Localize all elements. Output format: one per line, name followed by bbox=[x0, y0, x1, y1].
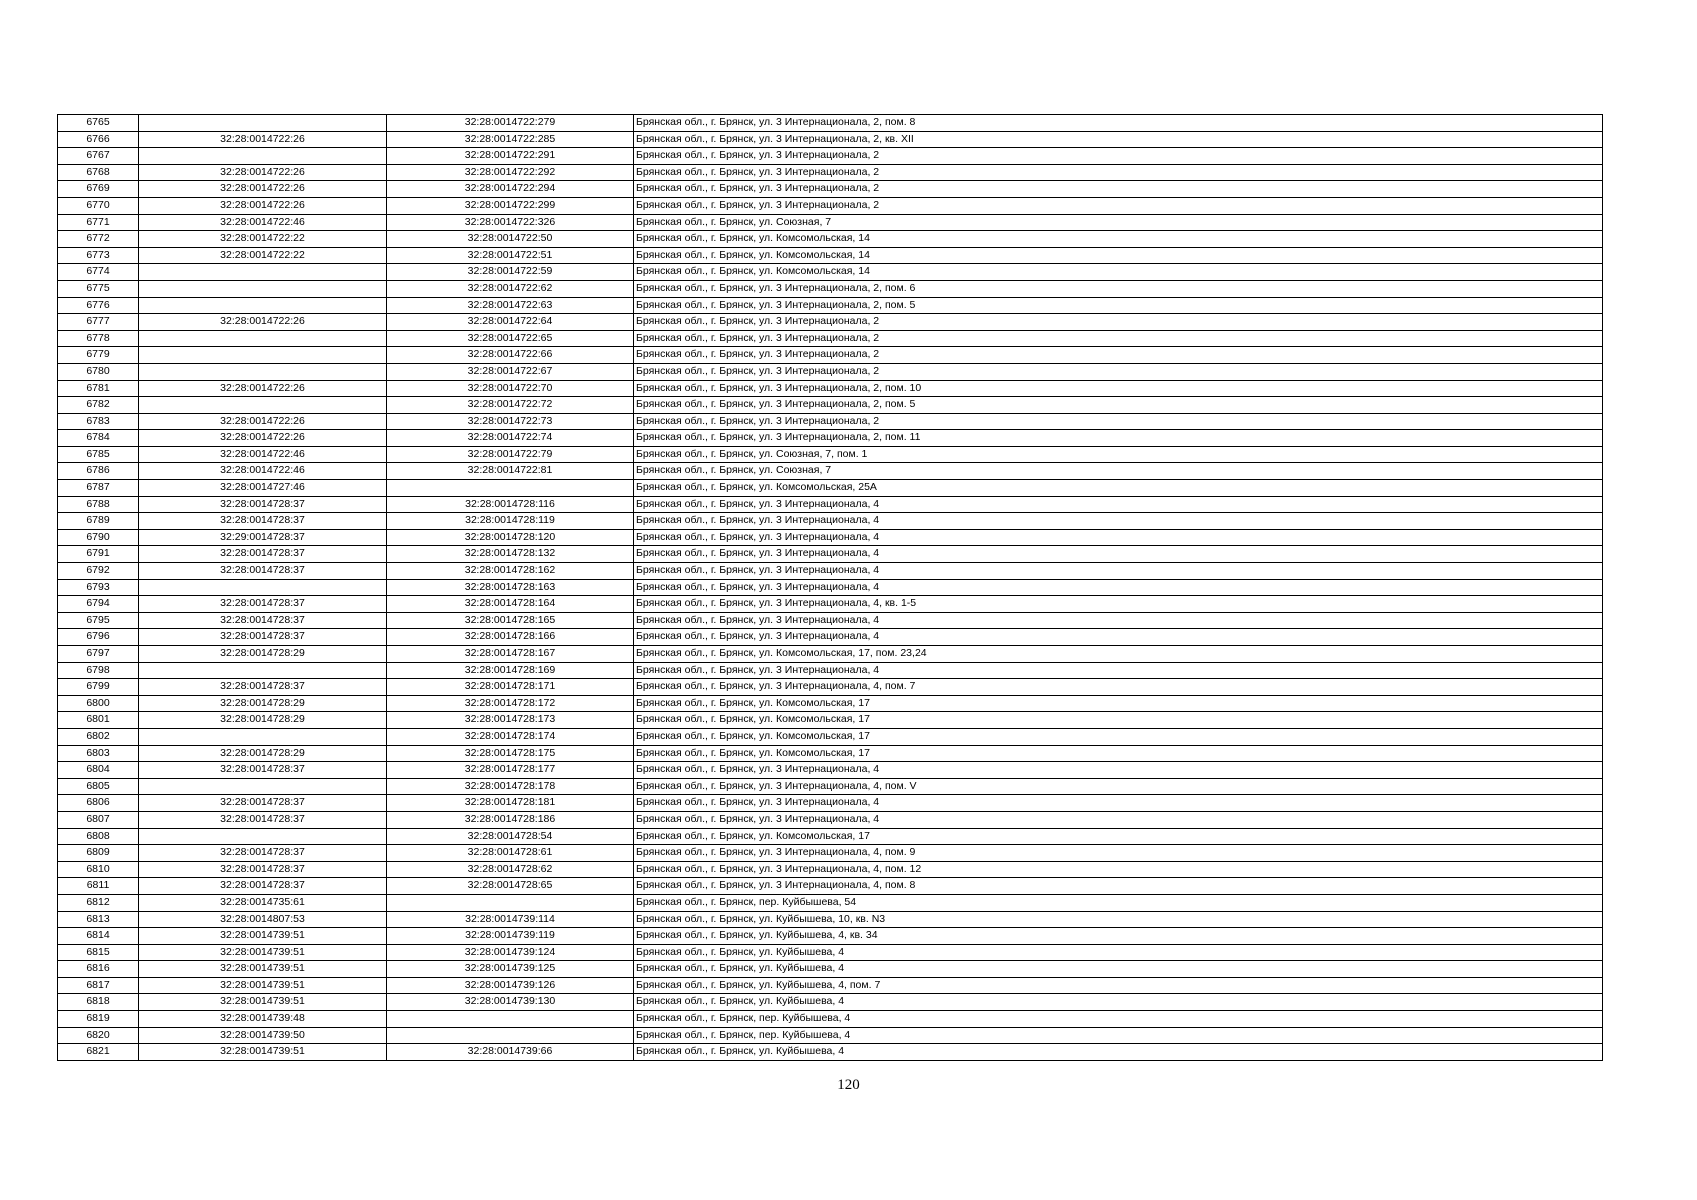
row-number-cell: 6780 bbox=[58, 363, 139, 380]
parcel-number-cell bbox=[139, 363, 387, 380]
address-cell: Брянская обл., г. Брянск, ул. 3 Интернационала, 4, пом. 8 bbox=[634, 878, 1603, 895]
cadastral-number-cell: 32:28:0014722:294 bbox=[387, 181, 634, 198]
address-cell: Брянская обл., г. Брянск, ул. Комсомольская, 17 bbox=[634, 828, 1603, 845]
cadastral-number-cell: 32:28:0014722:299 bbox=[387, 197, 634, 214]
address-cell: Брянская обл., г. Брянск, ул. 3 Интернационала, 2, кв. XII bbox=[634, 131, 1603, 148]
table-row bbox=[58, 1011, 1603, 1028]
cadastral-number-cell: 32:28:0014722:74 bbox=[387, 430, 634, 447]
cadastral-number-cell: 32:28:0014722:279 bbox=[387, 115, 634, 132]
row-number-cell: 6772 bbox=[58, 231, 139, 248]
cadastral-number-cell: 32:28:0014722:73 bbox=[387, 413, 634, 430]
address-cell: Брянская обл., г. Брянск, ул. 3 Интернационала, 2 bbox=[634, 347, 1603, 364]
table-row bbox=[58, 297, 1603, 314]
address-cell: Брянская обл., г. Брянск, ул. Союзная, 7 bbox=[634, 463, 1603, 480]
parcel-number-cell: 32:28:0014722:46 bbox=[139, 446, 387, 463]
cadastral-number-cell: 32:28:0014739:130 bbox=[387, 994, 634, 1011]
table-row bbox=[58, 231, 1603, 248]
cadastral-number-cell: 32:28:0014722:72 bbox=[387, 397, 634, 414]
row-number-cell: 6789 bbox=[58, 513, 139, 530]
parcel-number-cell: 32:28:0014722:46 bbox=[139, 463, 387, 480]
table-row bbox=[58, 513, 1603, 530]
table-row bbox=[58, 148, 1603, 165]
row-number-cell: 6807 bbox=[58, 811, 139, 828]
address-cell: Брянская обл., г. Брянск, ул. 3 Интернационала, 4 bbox=[634, 563, 1603, 580]
parcel-number-cell: 32:28:0014722:26 bbox=[139, 164, 387, 181]
address-cell: Брянская обл., г. Брянск, ул. 3 Интернационала, 2 bbox=[634, 413, 1603, 430]
row-number-cell: 6792 bbox=[58, 563, 139, 580]
parcel-number-cell bbox=[139, 397, 387, 414]
parcel-number-cell bbox=[139, 280, 387, 297]
table-row bbox=[58, 115, 1603, 132]
row-number-cell: 6768 bbox=[58, 164, 139, 181]
row-number-cell: 6771 bbox=[58, 214, 139, 231]
row-number-cell: 6819 bbox=[58, 1011, 139, 1028]
table-row bbox=[58, 994, 1603, 1011]
address-cell: Брянская обл., г. Брянск, ул. 3 Интернационала, 2, пом. 5 bbox=[634, 397, 1603, 414]
address-cell: Брянская обл., г. Брянск, ул. Комсомольская, 17 bbox=[634, 728, 1603, 745]
table-row bbox=[58, 679, 1603, 696]
parcel-number-cell: 32:28:0014728:37 bbox=[139, 845, 387, 862]
cadastral-number-cell: 32:28:0014728:181 bbox=[387, 795, 634, 812]
table-row bbox=[58, 928, 1603, 945]
table-row bbox=[58, 131, 1603, 148]
table-row bbox=[58, 314, 1603, 331]
row-number-cell: 6767 bbox=[58, 148, 139, 165]
table-row bbox=[58, 347, 1603, 364]
address-cell: Брянская обл., г. Брянск, ул. Комсомольская, 25А bbox=[634, 480, 1603, 497]
cadastral-number-cell: 32:28:0014739:114 bbox=[387, 911, 634, 928]
parcel-number-cell bbox=[139, 297, 387, 314]
row-number-cell: 6790 bbox=[58, 529, 139, 546]
parcel-number-cell: 32:28:0014739:51 bbox=[139, 994, 387, 1011]
address-cell: Брянская обл., г. Брянск, ул. Комсомольская, 14 bbox=[634, 247, 1603, 264]
row-number-cell: 6803 bbox=[58, 745, 139, 762]
table-row bbox=[58, 380, 1603, 397]
address-cell: Брянская обл., г. Брянск, ул. 3 Интернационала, 4 bbox=[634, 762, 1603, 779]
address-cell: Брянская обл., г. Брянск, ул. 3 Интернационала, 4 bbox=[634, 629, 1603, 646]
address-cell: Брянская обл., г. Брянск, ул. 3 Интернационала, 2, пом. 8 bbox=[634, 115, 1603, 132]
address-cell: Брянская обл., г. Брянск, ул. 3 Интернационала, 4 bbox=[634, 513, 1603, 530]
row-number-cell: 6783 bbox=[58, 413, 139, 430]
address-cell: Брянская обл., г. Брянск, ул. Куйбышева, 4 bbox=[634, 961, 1603, 978]
table-row bbox=[58, 728, 1603, 745]
parcel-number-cell: 32:28:0014739:51 bbox=[139, 944, 387, 961]
parcel-number-cell: 32:28:0014739:51 bbox=[139, 928, 387, 945]
row-number-cell: 6817 bbox=[58, 977, 139, 994]
row-number-cell: 6797 bbox=[58, 646, 139, 663]
cadastral-number-cell: 32:28:0014728:169 bbox=[387, 662, 634, 679]
cadastral-number-cell: 32:28:0014722:66 bbox=[387, 347, 634, 364]
table-row bbox=[58, 646, 1603, 663]
address-cell: Брянская обл., г. Брянск, ул. 3 Интернационала, 4 bbox=[634, 579, 1603, 596]
address-cell: Брянская обл., г. Брянск, ул. 3 Интернационала, 4 bbox=[634, 662, 1603, 679]
parcel-number-cell: 32:28:0014722:26 bbox=[139, 314, 387, 331]
table-row bbox=[58, 480, 1603, 497]
address-cell: Брянская обл., г. Брянск, ул. 3 Интернационала, 4, пом. 7 bbox=[634, 679, 1603, 696]
cadastral-number-cell: 32:28:0014739:119 bbox=[387, 928, 634, 945]
cadastral-number-cell: 32:28:0014728:178 bbox=[387, 778, 634, 795]
row-number-cell: 6787 bbox=[58, 480, 139, 497]
registry-table bbox=[57, 114, 1603, 1061]
table-row bbox=[58, 612, 1603, 629]
address-cell: Брянская обл., г. Брянск, ул. Комсомольская, 17 bbox=[634, 712, 1603, 729]
table-row bbox=[58, 247, 1603, 264]
parcel-number-cell: 32:28:0014728:29 bbox=[139, 712, 387, 729]
cadastral-number-cell: 32:28:0014722:50 bbox=[387, 231, 634, 248]
table-row bbox=[58, 496, 1603, 513]
table-row bbox=[58, 629, 1603, 646]
cadastral-number-cell: 32:28:0014728:54 bbox=[387, 828, 634, 845]
parcel-number-cell: 32:28:0014722:22 bbox=[139, 231, 387, 248]
address-cell: Брянская обл., г. Брянск, пер. Куйбышева, 4 bbox=[634, 1011, 1603, 1028]
address-cell: Брянская обл., г. Брянск, ул. 3 Интернационала, 4 bbox=[634, 795, 1603, 812]
cadastral-number-cell: 32:28:0014728:162 bbox=[387, 563, 634, 580]
row-number-cell: 6811 bbox=[58, 878, 139, 895]
parcel-number-cell: 32:28:0014728:29 bbox=[139, 695, 387, 712]
table-row bbox=[58, 811, 1603, 828]
cadastral-number-cell: 32:28:0014722:65 bbox=[387, 330, 634, 347]
cadastral-number-cell: 32:28:0014739:66 bbox=[387, 1044, 634, 1061]
row-number-cell: 6788 bbox=[58, 496, 139, 513]
address-cell: Брянская обл., г. Брянск, ул. 3 Интернационала, 2 bbox=[634, 363, 1603, 380]
cadastral-number-cell: 32:28:0014728:119 bbox=[387, 513, 634, 530]
row-number-cell: 6805 bbox=[58, 778, 139, 795]
parcel-number-cell: 32:28:0014727:46 bbox=[139, 480, 387, 497]
row-number-cell: 6800 bbox=[58, 695, 139, 712]
parcel-number-cell bbox=[139, 778, 387, 795]
table-row bbox=[58, 695, 1603, 712]
cadastral-number-cell: 32:28:0014739:124 bbox=[387, 944, 634, 961]
address-cell: Брянская обл., г. Брянск, ул. 3 Интернационала, 2 bbox=[634, 197, 1603, 214]
table-row bbox=[58, 413, 1603, 430]
table-row bbox=[58, 845, 1603, 862]
cadastral-number-cell: 32:28:0014728:175 bbox=[387, 745, 634, 762]
cadastral-number-cell: 32:28:0014722:81 bbox=[387, 463, 634, 480]
address-cell: Брянская обл., г. Брянск, ул. Куйбышева, 4, кв. 34 bbox=[634, 928, 1603, 945]
address-cell: Брянская обл., г. Брянск, ул. 3 Интернационала, 2, пом. 10 bbox=[634, 380, 1603, 397]
row-number-cell: 6793 bbox=[58, 579, 139, 596]
parcel-number-cell bbox=[139, 728, 387, 745]
address-cell: Брянская обл., г. Брянск, ул. 3 Интернационала, 2, пом. 5 bbox=[634, 297, 1603, 314]
table-row bbox=[58, 878, 1603, 895]
row-number-cell: 6806 bbox=[58, 795, 139, 812]
cadastral-number-cell: 32:28:0014728:62 bbox=[387, 861, 634, 878]
address-cell: Брянская обл., г. Брянск, ул. 3 Интернационала, 2 bbox=[634, 314, 1603, 331]
address-cell: Брянская обл., г. Брянск, ул. Куйбышева, 4 bbox=[634, 944, 1603, 961]
parcel-number-cell: 32:28:0014728:37 bbox=[139, 546, 387, 563]
address-cell: Брянская обл., г. Брянск, ул. 3 Интернационала, 2 bbox=[634, 330, 1603, 347]
cadastral-number-cell bbox=[387, 1027, 634, 1044]
row-number-cell: 6815 bbox=[58, 944, 139, 961]
table-row bbox=[58, 828, 1603, 845]
table-row bbox=[58, 563, 1603, 580]
parcel-number-cell bbox=[139, 828, 387, 845]
row-number-cell: 6810 bbox=[58, 861, 139, 878]
table-row bbox=[58, 214, 1603, 231]
row-number-cell: 6765 bbox=[58, 115, 139, 132]
table-row bbox=[58, 596, 1603, 613]
table-row bbox=[58, 861, 1603, 878]
address-cell: Брянская обл., г. Брянск, ул. 3 Интернационала, 4, пом. 12 bbox=[634, 861, 1603, 878]
table-row bbox=[58, 197, 1603, 214]
row-number-cell: 6814 bbox=[58, 928, 139, 945]
row-number-cell: 6794 bbox=[58, 596, 139, 613]
parcel-number-cell: 32:28:0014722:26 bbox=[139, 131, 387, 148]
parcel-number-cell bbox=[139, 347, 387, 364]
address-cell: Брянская обл., г. Брянск, пер. Куйбышева, 54 bbox=[634, 894, 1603, 911]
row-number-cell: 6784 bbox=[58, 430, 139, 447]
table-row bbox=[58, 977, 1603, 994]
row-number-cell: 6775 bbox=[58, 280, 139, 297]
cadastral-number-cell: 32:28:0014728:172 bbox=[387, 695, 634, 712]
table-row bbox=[58, 164, 1603, 181]
table-row bbox=[58, 280, 1603, 297]
parcel-number-cell: 32:28:0014722:26 bbox=[139, 181, 387, 198]
row-number-cell: 6776 bbox=[58, 297, 139, 314]
table-row bbox=[58, 1044, 1603, 1061]
cadastral-number-cell: 32:28:0014728:165 bbox=[387, 612, 634, 629]
row-number-cell: 6778 bbox=[58, 330, 139, 347]
cadastral-number-cell: 32:28:0014722:62 bbox=[387, 280, 634, 297]
cadastral-number-cell: 32:28:0014728:132 bbox=[387, 546, 634, 563]
cadastral-number-cell: 32:28:0014728:174 bbox=[387, 728, 634, 745]
cadastral-number-cell: 32:28:0014728:167 bbox=[387, 646, 634, 663]
table-row bbox=[58, 430, 1603, 447]
cadastral-number-cell: 32:28:0014728:166 bbox=[387, 629, 634, 646]
parcel-number-cell: 32:28:0014728:37 bbox=[139, 811, 387, 828]
cadastral-number-cell: 32:28:0014722:51 bbox=[387, 247, 634, 264]
parcel-number-cell: 32:28:0014739:50 bbox=[139, 1027, 387, 1044]
cadastral-number-cell: 32:28:0014728:164 bbox=[387, 596, 634, 613]
row-number-cell: 6782 bbox=[58, 397, 139, 414]
parcel-number-cell: 32:28:0014728:37 bbox=[139, 762, 387, 779]
row-number-cell: 6821 bbox=[58, 1044, 139, 1061]
row-number-cell: 6801 bbox=[58, 712, 139, 729]
parcel-number-cell: 32:28:0014728:37 bbox=[139, 629, 387, 646]
row-number-cell: 6818 bbox=[58, 994, 139, 1011]
address-cell: Брянская обл., г. Брянск, ул. 3 Интернационала, 4 bbox=[634, 496, 1603, 513]
address-cell: Брянская обл., г. Брянск, ул. Союзная, 7, пом. 1 bbox=[634, 446, 1603, 463]
table-row bbox=[58, 662, 1603, 679]
row-number-cell: 6769 bbox=[58, 181, 139, 198]
parcel-number-cell: 32:28:0014807:53 bbox=[139, 911, 387, 928]
table-row bbox=[58, 762, 1603, 779]
cadastral-number-cell: 32:28:0014728:177 bbox=[387, 762, 634, 779]
cadastral-number-cell bbox=[387, 1011, 634, 1028]
page-number: 120 bbox=[837, 1077, 860, 1093]
cadastral-number-cell: 32:28:0014722:285 bbox=[387, 131, 634, 148]
address-cell: Брянская обл., г. Брянск, ул. 3 Интернационала, 2 bbox=[634, 164, 1603, 181]
row-number-cell: 6770 bbox=[58, 197, 139, 214]
registry-table-body bbox=[58, 115, 1603, 1061]
parcel-number-cell bbox=[139, 148, 387, 165]
parcel-number-cell: 32:28:0014722:26 bbox=[139, 430, 387, 447]
row-number-cell: 6779 bbox=[58, 347, 139, 364]
row-number-cell: 6791 bbox=[58, 546, 139, 563]
table-row bbox=[58, 546, 1603, 563]
address-cell: Брянская обл., г. Брянск, ул. 3 Интернационала, 2, пом. 11 bbox=[634, 430, 1603, 447]
address-cell: Брянская обл., г. Брянск, ул. Куйбышева, 4 bbox=[634, 1044, 1603, 1061]
table-row bbox=[58, 911, 1603, 928]
address-cell: Брянская обл., г. Брянск, ул. 3 Интернационала, 4 bbox=[634, 811, 1603, 828]
parcel-number-cell: 32:28:0014728:29 bbox=[139, 646, 387, 663]
parcel-number-cell: 32:28:0014728:37 bbox=[139, 496, 387, 513]
cadastral-number-cell: 32:28:0014722:292 bbox=[387, 164, 634, 181]
row-number-cell: 6796 bbox=[58, 629, 139, 646]
table-row bbox=[58, 363, 1603, 380]
cadastral-number-cell: 32:28:0014722:63 bbox=[387, 297, 634, 314]
address-cell: Брянская обл., г. Брянск, ул. 3 Интернационала, 4 bbox=[634, 546, 1603, 563]
table-row bbox=[58, 745, 1603, 762]
table-row bbox=[58, 446, 1603, 463]
cadastral-number-cell: 32:28:0014728:186 bbox=[387, 811, 634, 828]
parcel-number-cell: 32:28:0014722:26 bbox=[139, 197, 387, 214]
parcel-number-cell: 32:28:0014722:46 bbox=[139, 214, 387, 231]
parcel-number-cell: 32:28:0014722:22 bbox=[139, 247, 387, 264]
table-row bbox=[58, 795, 1603, 812]
cadastral-number-cell: 32:28:0014722:326 bbox=[387, 214, 634, 231]
row-number-cell: 6808 bbox=[58, 828, 139, 845]
address-cell: Брянская обл., г. Брянск, ул. 3 Интернационала, 2 bbox=[634, 148, 1603, 165]
table-row bbox=[58, 712, 1603, 729]
row-number-cell: 6795 bbox=[58, 612, 139, 629]
parcel-number-cell: 32:28:0014728:37 bbox=[139, 596, 387, 613]
cadastral-number-cell: 32:28:0014722:291 bbox=[387, 148, 634, 165]
address-cell: Брянская обл., г. Брянск, ул. Куйбышева, 10, кв. N3 bbox=[634, 911, 1603, 928]
row-number-cell: 6774 bbox=[58, 264, 139, 281]
address-cell: Брянская обл., г. Брянск, ул. Комсомольская, 17, пом. 23,24 bbox=[634, 646, 1603, 663]
cadastral-number-cell: 32:28:0014722:79 bbox=[387, 446, 634, 463]
cadastral-number-cell: 32:28:0014728:61 bbox=[387, 845, 634, 862]
row-number-cell: 6802 bbox=[58, 728, 139, 745]
row-number-cell: 6773 bbox=[58, 247, 139, 264]
address-cell: Брянская обл., г. Брянск, ул. Комсомольская, 14 bbox=[634, 264, 1603, 281]
cadastral-number-cell: 32:28:0014728:120 bbox=[387, 529, 634, 546]
address-cell: Брянская обл., г. Брянск, ул. 3 Интернационала, 4 bbox=[634, 529, 1603, 546]
row-number-cell: 6798 bbox=[58, 662, 139, 679]
address-cell: Брянская обл., г. Брянск, ул. Куйбышева, 4, пом. 7 bbox=[634, 977, 1603, 994]
cadastral-number-cell: 32:28:0014728:173 bbox=[387, 712, 634, 729]
address-cell: Брянская обл., г. Брянск, пер. Куйбышева, 4 bbox=[634, 1027, 1603, 1044]
cadastral-number-cell: 32:28:0014728:171 bbox=[387, 679, 634, 696]
cadastral-number-cell: 32:28:0014722:70 bbox=[387, 380, 634, 397]
parcel-number-cell: 32:28:0014728:37 bbox=[139, 513, 387, 530]
cadastral-number-cell bbox=[387, 480, 634, 497]
parcel-number-cell: 32:28:0014728:37 bbox=[139, 563, 387, 580]
address-cell: Брянская обл., г. Брянск, ул. 3 Интернационала, 2 bbox=[634, 181, 1603, 198]
parcel-number-cell: 32:28:0014739:48 bbox=[139, 1011, 387, 1028]
row-number-cell: 6766 bbox=[58, 131, 139, 148]
parcel-number-cell: 32:28:0014728:37 bbox=[139, 795, 387, 812]
row-number-cell: 6813 bbox=[58, 911, 139, 928]
parcel-number-cell bbox=[139, 264, 387, 281]
parcel-number-cell: 32:28:0014739:51 bbox=[139, 1044, 387, 1061]
parcel-number-cell: 32:28:0014728:37 bbox=[139, 861, 387, 878]
address-cell: Брянская обл., г. Брянск, ул. 3 Интернационала, 2, пом. 6 bbox=[634, 280, 1603, 297]
row-number-cell: 6786 bbox=[58, 463, 139, 480]
address-cell: Брянская обл., г. Брянск, ул. 3 Интернационала, 4, пом. V bbox=[634, 778, 1603, 795]
parcel-number-cell: 32:28:0014728:29 bbox=[139, 745, 387, 762]
table-row bbox=[58, 463, 1603, 480]
row-number-cell: 6785 bbox=[58, 446, 139, 463]
table-row bbox=[58, 944, 1603, 961]
cadastral-number-cell: 32:28:0014739:125 bbox=[387, 961, 634, 978]
address-cell: Брянская обл., г. Брянск, ул. Комсомольская, 14 bbox=[634, 231, 1603, 248]
parcel-number-cell: 32:28:0014722:26 bbox=[139, 380, 387, 397]
parcel-number-cell bbox=[139, 330, 387, 347]
table-row bbox=[58, 579, 1603, 596]
address-cell: Брянская обл., г. Брянск, ул. Комсомольская, 17 bbox=[634, 695, 1603, 712]
table-row bbox=[58, 529, 1603, 546]
row-number-cell: 6809 bbox=[58, 845, 139, 862]
table-row bbox=[58, 181, 1603, 198]
parcel-number-cell: 32:28:0014739:51 bbox=[139, 977, 387, 994]
cadastral-number-cell: 32:28:0014722:67 bbox=[387, 363, 634, 380]
cadastral-number-cell: 32:28:0014739:126 bbox=[387, 977, 634, 994]
parcel-number-cell: 32:28:0014722:26 bbox=[139, 413, 387, 430]
address-cell: Брянская обл., г. Брянск, ул. Комсомольская, 17 bbox=[634, 745, 1603, 762]
table-row bbox=[58, 264, 1603, 281]
row-number-cell: 6804 bbox=[58, 762, 139, 779]
table-row bbox=[58, 330, 1603, 347]
cadastral-number-cell: 32:28:0014728:163 bbox=[387, 579, 634, 596]
table-row bbox=[58, 894, 1603, 911]
cadastral-number-cell: 32:28:0014722:59 bbox=[387, 264, 634, 281]
cadastral-number-cell: 32:28:0014728:116 bbox=[387, 496, 634, 513]
address-cell: Брянская обл., г. Брянск, ул. 3 Интернационала, 4 bbox=[634, 612, 1603, 629]
address-cell: Брянская обл., г. Брянск, ул. Куйбышева, 4 bbox=[634, 994, 1603, 1011]
row-number-cell: 6781 bbox=[58, 380, 139, 397]
parcel-number-cell bbox=[139, 579, 387, 596]
address-cell: Брянская обл., г. Брянск, ул. 3 Интернационала, 4, пом. 9 bbox=[634, 845, 1603, 862]
cadastral-number-cell: 32:28:0014728:65 bbox=[387, 878, 634, 895]
row-number-cell: 6777 bbox=[58, 314, 139, 331]
parcel-number-cell bbox=[139, 662, 387, 679]
parcel-number-cell bbox=[139, 115, 387, 132]
parcel-number-cell: 32:28:0014728:37 bbox=[139, 612, 387, 629]
parcel-number-cell: 32:28:0014728:37 bbox=[139, 679, 387, 696]
parcel-number-cell: 32:28:0014735:61 bbox=[139, 894, 387, 911]
table-row bbox=[58, 961, 1603, 978]
row-number-cell: 6812 bbox=[58, 894, 139, 911]
row-number-cell: 6799 bbox=[58, 679, 139, 696]
address-cell: Брянская обл., г. Брянск, ул. Союзная, 7 bbox=[634, 214, 1603, 231]
parcel-number-cell: 32:28:0014728:37 bbox=[139, 878, 387, 895]
parcel-number-cell: 32:28:0014739:51 bbox=[139, 961, 387, 978]
table-row bbox=[58, 1027, 1603, 1044]
cadastral-number-cell: 32:28:0014722:64 bbox=[387, 314, 634, 331]
table-row bbox=[58, 778, 1603, 795]
row-number-cell: 6820 bbox=[58, 1027, 139, 1044]
cadastral-number-cell bbox=[387, 894, 634, 911]
table-row bbox=[58, 397, 1603, 414]
address-cell: Брянская обл., г. Брянск, ул. 3 Интернационала, 4, кв. 1-5 bbox=[634, 596, 1603, 613]
row-number-cell: 6816 bbox=[58, 961, 139, 978]
parcel-number-cell: 32:29:0014728:37 bbox=[139, 529, 387, 546]
